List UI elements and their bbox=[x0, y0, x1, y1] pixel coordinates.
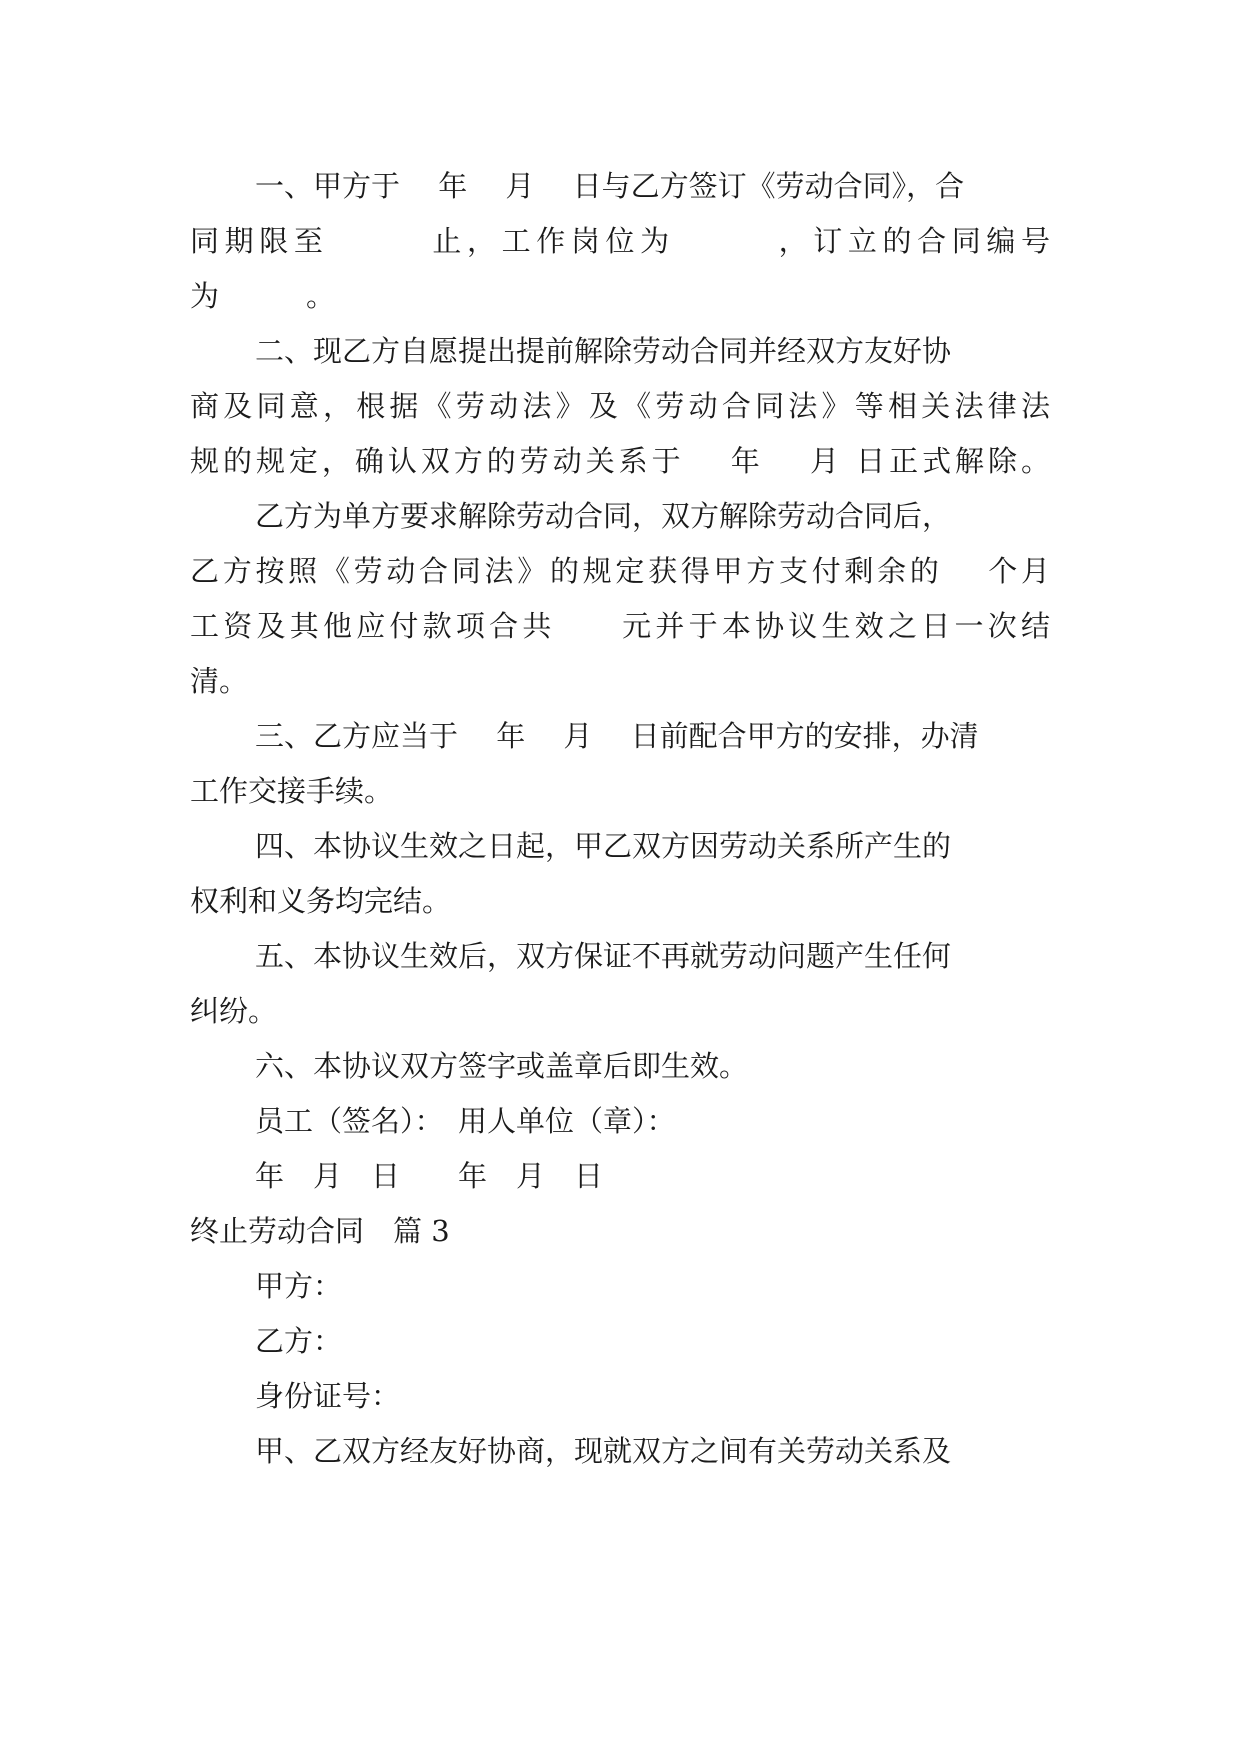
clause-6: 六、本协议双方签字或盖章后即生效。 bbox=[255, 1049, 749, 1083]
id-number-line: 身份证号： bbox=[255, 1379, 401, 1413]
clause-3-line-1: 三、乙方应当于 年 月 日前配合甲方的安排，办清 bbox=[255, 719, 979, 753]
clause-4-line-1: 四、本协议生效之日起，甲乙双方因劳动关系所产生的 bbox=[255, 829, 952, 863]
date-line: 年 月 日 年 月 日 bbox=[255, 1159, 604, 1193]
signature-line: 员工（签名）： 用人单位（章）： bbox=[255, 1104, 676, 1138]
clause-2b-line-3: 工资及其他应付款项合共 元并于本协议生效之日一次结 bbox=[190, 609, 1050, 643]
section-heading: 终止劳动合同 篇 3 bbox=[190, 1214, 450, 1248]
clause-1-line-3: 为 。 bbox=[190, 279, 336, 313]
clause-5-line-1: 五、本协议生效后，双方保证不再就劳动问题产生任何 bbox=[255, 939, 952, 973]
clause-1-line-1: 一、甲方于 年 月 日与乙方签订《劳动合同》，合 bbox=[255, 169, 965, 203]
clause-2b-line-4: 清。 bbox=[190, 664, 249, 698]
clause-2-line-2: 商及同意，根据《劳动法》及《劳动合同法》等相关法律法 bbox=[190, 389, 1050, 423]
clause-5-line-2: 纠纷。 bbox=[190, 994, 278, 1028]
party-b-line: 乙方： bbox=[255, 1324, 343, 1358]
clause-1-line-2: 同期限至 止，工作岗位为 ，订立的合同编号 bbox=[190, 224, 1050, 258]
clause-2-line-1: 二、现乙方自愿提出提前解除劳动合同并经双方友好协 bbox=[255, 334, 952, 368]
clause-4-line-2: 权利和义务均完结。 bbox=[190, 884, 452, 918]
clause-2-line-3: 规的规定，确认双方的劳动关系于 年 月 日正式解除。 bbox=[190, 444, 1050, 478]
clause-2b-line-2: 乙方按照《劳动合同法》的规定获得甲方支付剩余的 个月 bbox=[190, 554, 1050, 588]
clause-3-line-2: 工作交接手续。 bbox=[190, 774, 394, 808]
clause-2b-line-1: 乙方为单方要求解除劳动合同，双方解除劳动合同后， bbox=[255, 499, 952, 533]
party-a-line: 甲方： bbox=[255, 1269, 343, 1303]
preamble-line: 甲、乙双方经友好协商，现就双方之间有关劳动关系及 bbox=[255, 1434, 952, 1468]
